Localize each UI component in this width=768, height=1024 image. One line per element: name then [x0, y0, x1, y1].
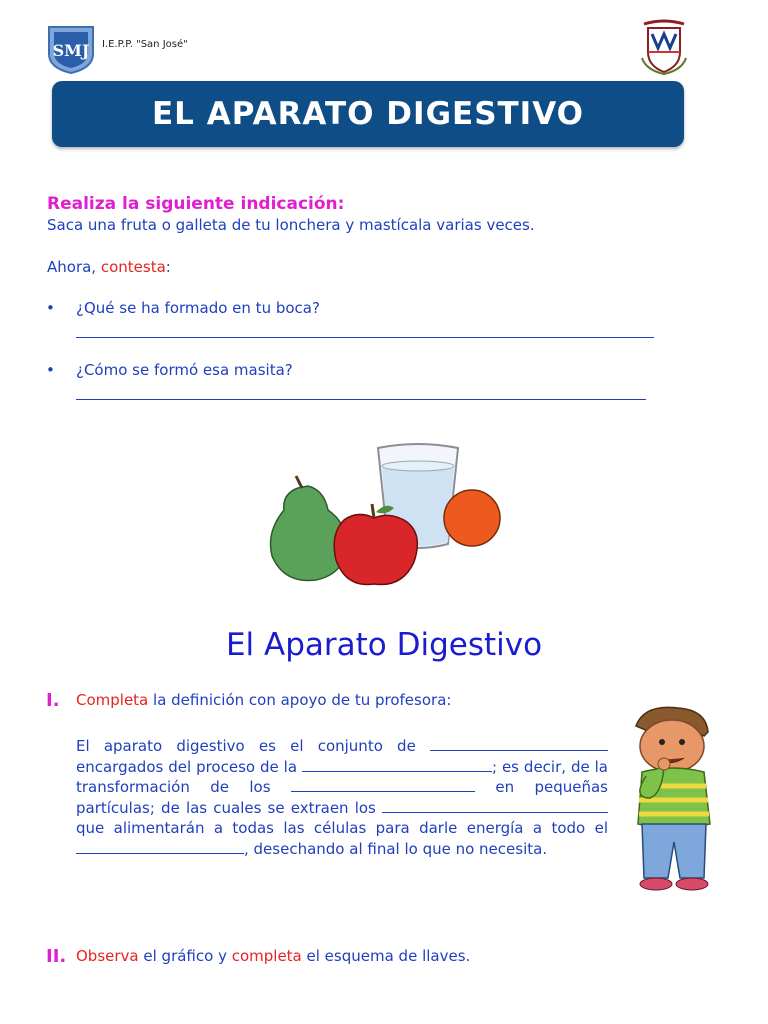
instruction-text: Saca una fruta o galleta de tu lonchera y mastícala varias veces.	[47, 216, 535, 234]
definition-text: que alimentarán a todas las células para darle energía a todo el	[76, 819, 608, 838]
section-2-rest: el esquema de llaves.	[301, 947, 471, 965]
section-2-verb-1: Observa	[76, 947, 139, 965]
definition-text: El aparato digestivo es el conjunto de	[76, 737, 430, 755]
answer-prompt-verb: contesta	[100, 258, 166, 276]
definition-paragraph	[76, 736, 608, 860]
bullet: •	[46, 361, 55, 379]
section-1-instruction	[76, 691, 451, 709]
blank-1[interactable]	[430, 736, 608, 751]
blank-5[interactable]	[76, 839, 244, 854]
logo-lettering: SMJ	[52, 41, 90, 60]
section-1-numeral: I.	[46, 690, 60, 711]
section-1-rest: la definición con apoyo de tu profesora:	[148, 691, 452, 709]
section-2-verb-2: completa	[231, 947, 302, 965]
blank-3[interactable]	[291, 777, 475, 792]
school-shield-logo	[46, 24, 96, 74]
page-title: EL APARATO DIGESTIVO	[151, 96, 585, 132]
boy-illustration	[624, 702, 726, 896]
blank-4[interactable]	[382, 798, 608, 813]
instruction-heading: Realiza la siguiente indicación:	[47, 194, 345, 214]
answer-prompt-prefix: Ahora,	[47, 258, 101, 276]
answer-line-1[interactable]	[76, 337, 654, 338]
definition-text: ; es decir, de la transformación de los	[76, 757, 608, 797]
blank-2[interactable]	[302, 757, 492, 772]
fruits-and-milk-illustration	[262, 436, 508, 592]
section-2-instruction	[76, 947, 470, 965]
bullet: •	[46, 299, 55, 317]
definition-text: encargados del proceso de la	[76, 757, 302, 776]
section-2-numeral: II.	[46, 946, 67, 967]
section-2-mid: el gráfico y	[138, 947, 232, 965]
section-title: El Aparato Digestivo	[225, 627, 543, 663]
school-name: I.E.P.P. "San José"	[102, 39, 188, 50]
crest-logo	[638, 18, 690, 76]
answer-prompt	[47, 258, 171, 276]
definition-text: en pequeñas partículas; de las cuales se extraen los	[76, 778, 608, 817]
answer-line-2[interactable]	[76, 399, 646, 400]
answer-prompt-suffix: :	[165, 258, 171, 276]
question-1: ¿Qué se ha formado en tu boca?	[76, 299, 320, 317]
question-2: ¿Cómo se formó esa masita?	[76, 361, 293, 379]
definition-text: , desechando al final lo que no necesita.	[244, 839, 548, 858]
title-banner	[52, 81, 684, 147]
section-1-verb: Completa	[76, 691, 149, 709]
